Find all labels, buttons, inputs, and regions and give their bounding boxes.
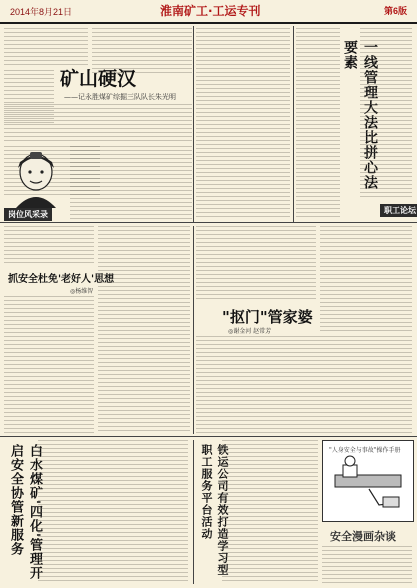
feature-text-col2	[360, 28, 412, 198]
baishui-text	[38, 440, 188, 584]
column-divider	[193, 226, 194, 434]
article-subtitle-mountain-man: ——记永胜煤矿综掘三队队长朱光明	[64, 93, 176, 101]
article-title-baishui: 白水煤矿'四化'管理开启安全协管新服务	[8, 444, 42, 580]
column-divider	[293, 26, 294, 222]
section-divider	[0, 436, 417, 437]
mountain-body-1	[4, 104, 192, 144]
newspaper-title: 淮南矿工·工运专刊	[160, 4, 261, 18]
miner-portrait	[6, 150, 66, 208]
housekeeper-text-top	[196, 226, 316, 302]
column-divider	[193, 440, 194, 584]
cartoon-caption: "人身安全与事故"操作手册	[329, 447, 401, 454]
article-title-mountain-man: 矿山硬汉	[60, 68, 137, 90]
housekeeper-text-body	[196, 336, 412, 434]
article-byline-housekeeper: ◎谢金河 赵常芳	[228, 328, 272, 335]
center-column-text	[196, 28, 290, 218]
column-divider	[193, 26, 194, 222]
column-label-badge: 岗位风采录	[4, 208, 52, 221]
article-title-housekeeper: "抠门"管家婆	[222, 308, 313, 326]
issue-date: 2014年8月21日	[10, 7, 73, 17]
safety-text-top	[4, 226, 94, 266]
article-title-railway: 铁运公司有效打造学习型职工服务平台活动	[200, 444, 229, 576]
section-divider	[0, 222, 417, 223]
feature-vertical-title: 一线管理大法比拼心法要素	[342, 40, 378, 190]
safety-text-col2	[98, 226, 190, 434]
edition-number: 第6版	[383, 6, 407, 16]
article-byline-safety: ◎杨维智	[70, 288, 94, 295]
mountain-body-3	[70, 146, 192, 220]
slogan-title: 安全漫画杂谈	[330, 530, 396, 543]
article-title-safety: 抓安全杜免'老好人'思想	[8, 274, 115, 285]
slogan-text	[322, 546, 412, 584]
railway-text	[222, 440, 318, 584]
forum-label-badge: 职工论坛	[380, 204, 417, 217]
safety-cartoon	[322, 440, 414, 522]
mountain-intro-text	[4, 28, 88, 68]
right-column-text	[320, 226, 412, 334]
safety-text-col1	[4, 296, 94, 434]
feature-text-col1	[296, 28, 340, 218]
page-header	[0, 0, 417, 24]
